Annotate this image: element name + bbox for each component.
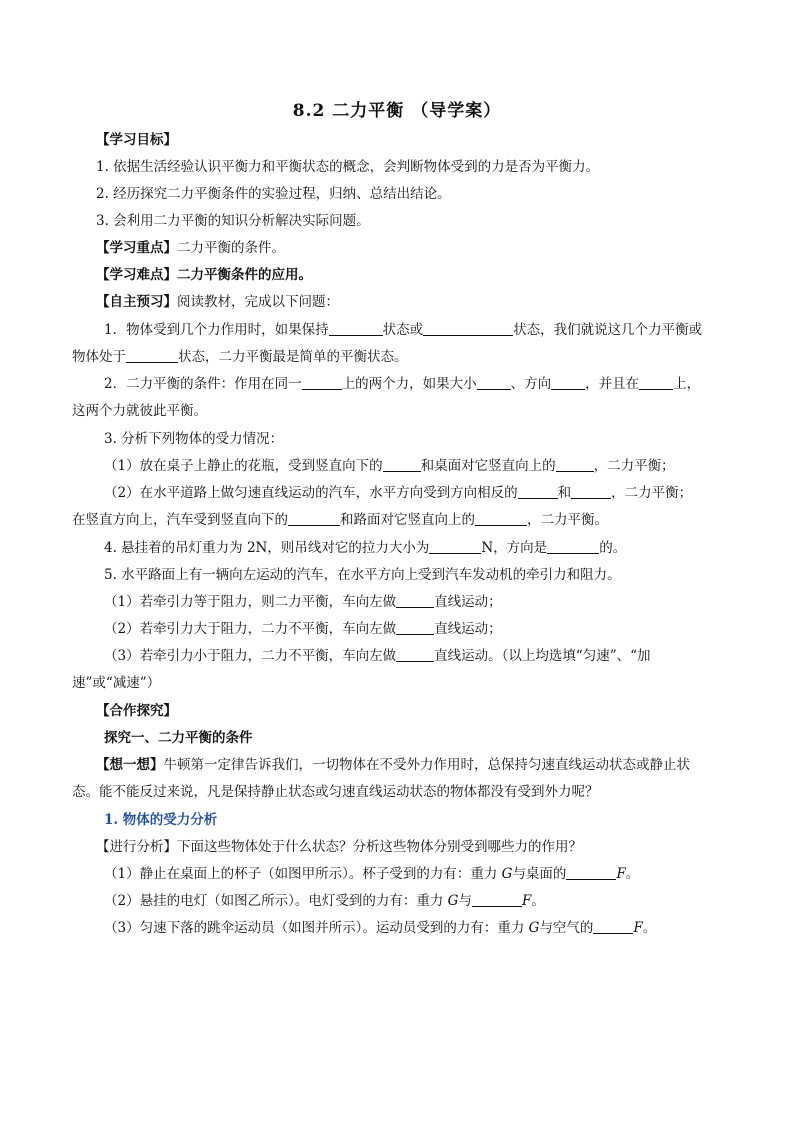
q2-text: 、方向 <box>510 376 552 392</box>
q5-text: 直线运动； <box>434 621 502 637</box>
q2-text: 上的两个力，如果大小 <box>341 376 477 392</box>
q5-text: 直线运动； <box>434 594 502 610</box>
symbol-g: G <box>447 893 459 909</box>
q1-text: 状态，二力平衡最是简单的平衡状态。 <box>178 349 408 365</box>
q1-blank[interactable] <box>329 321 383 336</box>
analysis-text: 下面这些物体处于什么状态？分析这些物体分别受到哪些力的作用？ <box>177 839 582 855</box>
difficulty-line <box>96 265 756 285</box>
goal-item: 2. 经历探究二力平衡条件的实验过程，归纳、总结出结论。 <box>96 186 451 202</box>
symbol-g: G <box>501 866 513 882</box>
analysis-text: 与桌面的 <box>512 866 567 882</box>
q1-line-1 <box>104 320 734 340</box>
coop-heading: 【合作探究】 <box>96 703 177 719</box>
q3-blank[interactable] <box>475 511 527 526</box>
q3-text: （1）放在桌子上静止的花瓶，受到竖直向下的 <box>104 458 383 474</box>
analysis-text: （3）匀速下落的跳伞运动员（如图并所示）。运动员受到的力有：重力 <box>104 920 529 936</box>
q3-text: 在竖直方向上，汽车受到竖直向下的 <box>72 512 288 528</box>
q3-blank[interactable] <box>518 484 558 499</box>
coop-subheading: 探究一、二力平衡的条件 <box>104 730 253 746</box>
q5-text: 直线运动。（以上均选填“匀速”、“加 <box>434 648 651 664</box>
q3-text: 和 <box>557 485 572 501</box>
q1-text: 1．物体受到几个力作用时，如果保持 <box>104 322 329 338</box>
analysis-label: 【进行分析】 <box>96 839 177 855</box>
q3-line-3 <box>72 510 732 530</box>
goal-item: 3. 会利用二力平衡的知识分析解决实际问题。 <box>96 213 370 229</box>
q3-blank[interactable] <box>571 484 611 499</box>
analysis-text: 与 <box>458 893 472 909</box>
preview-label: 【自主预习】 <box>96 294 177 310</box>
q3-text: 和路面对它竖直向上的 <box>340 512 475 528</box>
symbol-f: F <box>633 920 643 936</box>
analysis-text: 。 <box>642 920 657 936</box>
goal-item: 1. 依据生活经验认识平衡力和平衡状态的概念，会判断物体受到的力是否为平衡力。 <box>96 159 600 175</box>
q5-line-1 <box>104 592 734 612</box>
analysis-item-2 <box>104 891 734 911</box>
q5-blank[interactable] <box>396 647 434 662</box>
q1-blank[interactable] <box>126 348 178 363</box>
q3-text: （2）在水平道路上做匀速直线运动的汽车，水平方向受到方向相反的 <box>104 485 518 501</box>
q5-text: （2）若牵引力大于阻力，二力不平衡，车向左做 <box>104 621 397 637</box>
symbol-f: F <box>616 866 626 882</box>
analysis-heading-text: 1. 物体的受力分析 <box>104 812 218 828</box>
q5-line-3 <box>104 646 734 666</box>
symbol-f: F <box>521 893 532 909</box>
q2-text: 2．二力平衡的条件：作用在同一 <box>104 376 302 392</box>
q5-text: （1）若牵引力等于阻力，则二力平衡，车向左做 <box>104 594 397 610</box>
q2-blank[interactable] <box>551 375 585 390</box>
think-text: 牛顿第一定律告诉我们，一切物体在不受外力作用时，总保持匀速直线运动状态或静止状 <box>163 757 690 773</box>
analysis-blank[interactable] <box>566 865 616 880</box>
preview-line <box>96 292 756 312</box>
q1-text: 状态或 <box>382 322 424 338</box>
q3-line-2 <box>104 483 734 503</box>
q5-line-4: 速”或“减速”） <box>72 675 161 691</box>
focus-label: 【学习重点】 <box>96 240 177 256</box>
q4-text: 4. 悬挂着的吊灯重力为 2N，则吊线对它的拉力大小为 <box>104 540 430 556</box>
q3-text: ，二力平衡； <box>611 485 693 501</box>
q4-blank[interactable] <box>547 539 599 554</box>
analysis-text: 。 <box>625 866 640 882</box>
q2-text: ，并且在 <box>585 376 640 392</box>
q1-text: 状态，我们就说这几个力平衡或 <box>513 322 703 338</box>
q3-text: ，二力平衡； <box>593 458 675 474</box>
q4-line <box>104 538 734 558</box>
q3-text: ，二力平衡。 <box>527 512 608 528</box>
analysis-blank[interactable] <box>472 892 522 907</box>
difficulty-label: 【学习难点】 <box>96 267 177 283</box>
analysis-intro <box>96 837 736 857</box>
q5-line-2 <box>104 619 734 639</box>
focus-line <box>96 238 756 258</box>
q2-line-1 <box>104 374 734 394</box>
analysis-text: （2）悬挂的电灯（如图乙所示）。电灯受到的力有：重力 <box>104 893 448 909</box>
analysis-item-1 <box>104 864 734 884</box>
analysis-text: 。 <box>531 893 545 909</box>
analysis-item-3 <box>104 918 734 938</box>
q3-head: 3. 分析下列物体的受力情况： <box>104 431 284 447</box>
difficulty-text: 二力平衡条件的应用。 <box>177 267 312 283</box>
preview-text: 阅读教材，完成以下问题： <box>177 294 339 310</box>
q4-text: 的。 <box>599 540 627 556</box>
think-label: 【想一想】 <box>96 757 164 773</box>
analysis-heading <box>104 810 764 830</box>
q2-blank[interactable] <box>639 375 673 390</box>
goals-heading: 【学习目标】 <box>96 132 177 148</box>
q5-text: （3）若牵引力小于阻力，二力不平衡，车向左做 <box>104 648 397 664</box>
q3-blank[interactable] <box>383 457 421 472</box>
q2-blank[interactable] <box>477 375 511 390</box>
q5-blank[interactable] <box>396 620 434 635</box>
focus-text: 二力平衡的条件。 <box>177 240 285 256</box>
q2-text: 上， <box>673 376 701 392</box>
q1-blank[interactable] <box>423 321 513 336</box>
q3-text: 和桌面对它竖直向上的 <box>420 458 556 474</box>
analysis-blank[interactable] <box>593 919 633 934</box>
q2-line-2: 这两个力就彼此平衡。 <box>72 403 207 419</box>
q4-text: N，方向是 <box>481 540 548 556</box>
q1-text: 物体处于 <box>72 349 126 365</box>
q5-blank[interactable] <box>396 593 434 608</box>
q5-head: 5. 水平路面上有一辆向左运动的汽车，在水平方向上受到汽车发动机的牵引力和阻力。 <box>104 567 621 583</box>
think-line-2: 态。能不能反过来说，凡是保持静止状态或匀速直线运动状态的物体都没有受到外力呢？ <box>72 784 599 800</box>
analysis-text: 与空气的 <box>539 920 594 936</box>
q3-blank[interactable] <box>288 511 340 526</box>
q1-line-2 <box>72 347 732 367</box>
page-title: 8.2 二力平衡 （导学案） <box>292 101 502 121</box>
q4-blank[interactable] <box>429 539 481 554</box>
think-line-1 <box>96 755 736 775</box>
q3-blank[interactable] <box>556 457 594 472</box>
q2-blank[interactable] <box>302 375 342 390</box>
symbol-g: G <box>528 920 540 936</box>
analysis-text: （1）静止在桌面上的杯子（如图甲所示）。杯子受到的力有：重力 <box>104 866 502 882</box>
q3-line-1 <box>104 456 734 476</box>
